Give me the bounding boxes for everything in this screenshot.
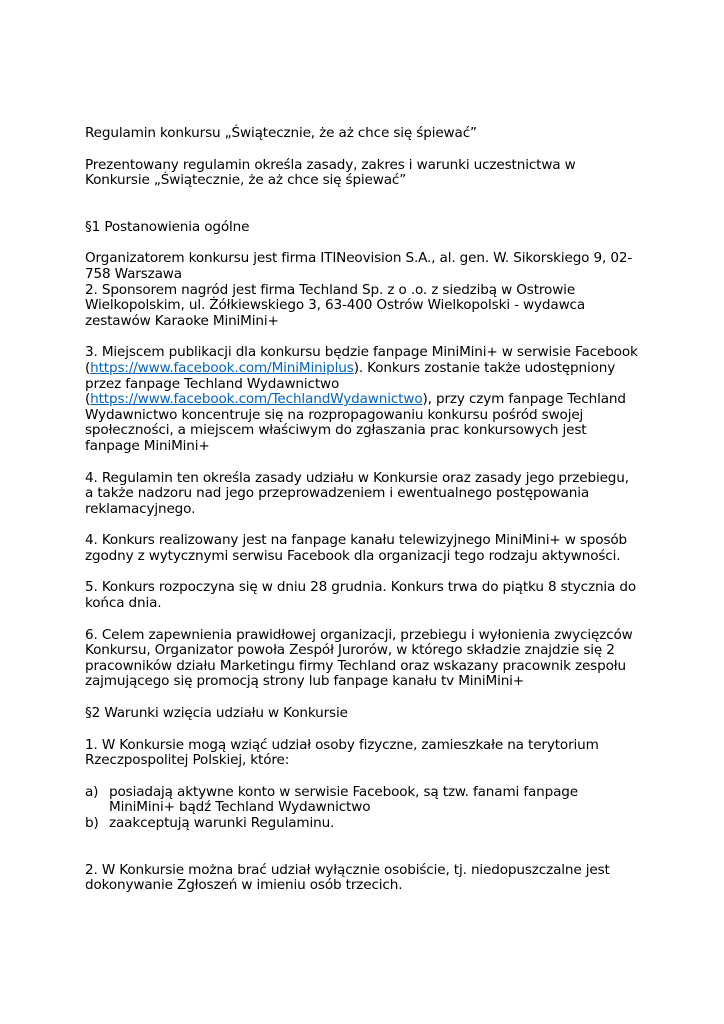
intro-paragraph: Prezentowany regulamin określa zasady, zakres i warunki uczestnictwa w Konkursie „Świątecznie, że aż chce się śpiewać”	[85, 156, 576, 189]
publication-paragraph	[85, 345, 640, 454]
contest-channel-paragraph: 4. Konkurs realizowany jest na fanpage kanału telewizyjnego MiniMini+ w sposób zgodny z wytycznymi serwisu Facebook dla organizacji tego rodzaju aktywności.	[85, 532, 628, 564]
eligibility-list	[85, 785, 640, 832]
list-item-text: posiadają aktywne konto w serwisie Facebook, są tzw. fanami fanpage MiniMini+ bądź Techland Wydawnictwo	[109, 783, 578, 816]
sponsor-paragraph: 2. Sponsorem nagród jest firma Techland Sp. z o .o. z siedzibą w Ostrowie Wielkopolskim, ul. Żółkiewskiego 3, 63-400 Ostrów Wielkopolski - wydawca zestawów Karaoke MiniMini+	[85, 281, 586, 329]
list-item	[85, 816, 640, 832]
personal-participation-paragraph: 2. W Konkursie można brać udział wyłącznie osobiście, tj. niedopuszczalne jest dokonywanie Zgłoszeń w imieniu osób trzecich.	[85, 861, 610, 894]
list-item-text: zaakceptują warunki Regulaminu.	[109, 815, 335, 831]
document-page	[85, 126, 640, 894]
section-1-heading: §1 Postanowienia ogólne	[85, 218, 250, 235]
contest-dates-paragraph: 5. Konkurs rozpoczyna się w dniu 28 grudnia. Konkurs trwa do piątku 8 stycznia do końca dnia.	[85, 579, 637, 612]
document-title: Regulamin konkursu „Świątecznie, że aż chce się śpiewać”	[85, 125, 477, 141]
section-2-heading: §2 Warunki wzięcia udziału w Konkursie	[85, 705, 348, 722]
minimini-facebook-link[interactable]: https://www.facebook.com/MiniMiniplus	[90, 359, 354, 376]
publication-text-1: 3. Miejscem publikacji dla konkursu będzie fanpage MiniMini+ w serwisie Facebook (	[85, 344, 638, 376]
jury-paragraph: 6. Celem zapewnienia prawidłowej organizacji, przebiegu i wyłonienia zwycięzców Konkursu, Organizator powoła Zespół Jurorów, w którego składzie znajdzie się 2 pracowników działu Marketingu firmy Techland oraz wskazany pracownik zespołu zajmującego się promocją strony lub fanpage kanału tv MiniMini+	[85, 626, 633, 690]
list-item	[85, 785, 640, 816]
techland-facebook-link[interactable]: https://www.facebook.com/TechlandWydawnictwo	[90, 391, 423, 408]
list-marker: a)	[85, 783, 99, 800]
list-marker: b)	[85, 815, 99, 831]
organizer-paragraph: Organizatorem konkursu jest firma ITINeovision S.A., al. gen. W. Sikorskiego 9, 02-758 Warszawa	[85, 250, 633, 282]
eligibility-paragraph: 1. W Konkursie mogą wziąć udział osoby fizyczne, zamieszkałe na terytorium Rzeczpospolitej Polskiej, które:	[85, 736, 599, 769]
rules-scope-paragraph: 4. Regulamin ten określa zasady udziału w Konkursie oraz zasady jego przebiegu, a także nadzoru nad jego przeprowadzeniem i ewentualnego postępowania reklamacyjnego.	[85, 469, 629, 517]
publication-text-3: ), przy czym fanpage Techland Wydawnictwo koncentruje się na rozpropagowaniu konkursu pośród swojej społeczności, a miejscem właściwym do zgłaszania prac konkursowych jest fanpage MiniMini+	[85, 391, 626, 454]
publication-text-2: ). Konkurs zostanie także udostępniony przez fanpage Techland Wydawnictwo (	[85, 359, 616, 408]
